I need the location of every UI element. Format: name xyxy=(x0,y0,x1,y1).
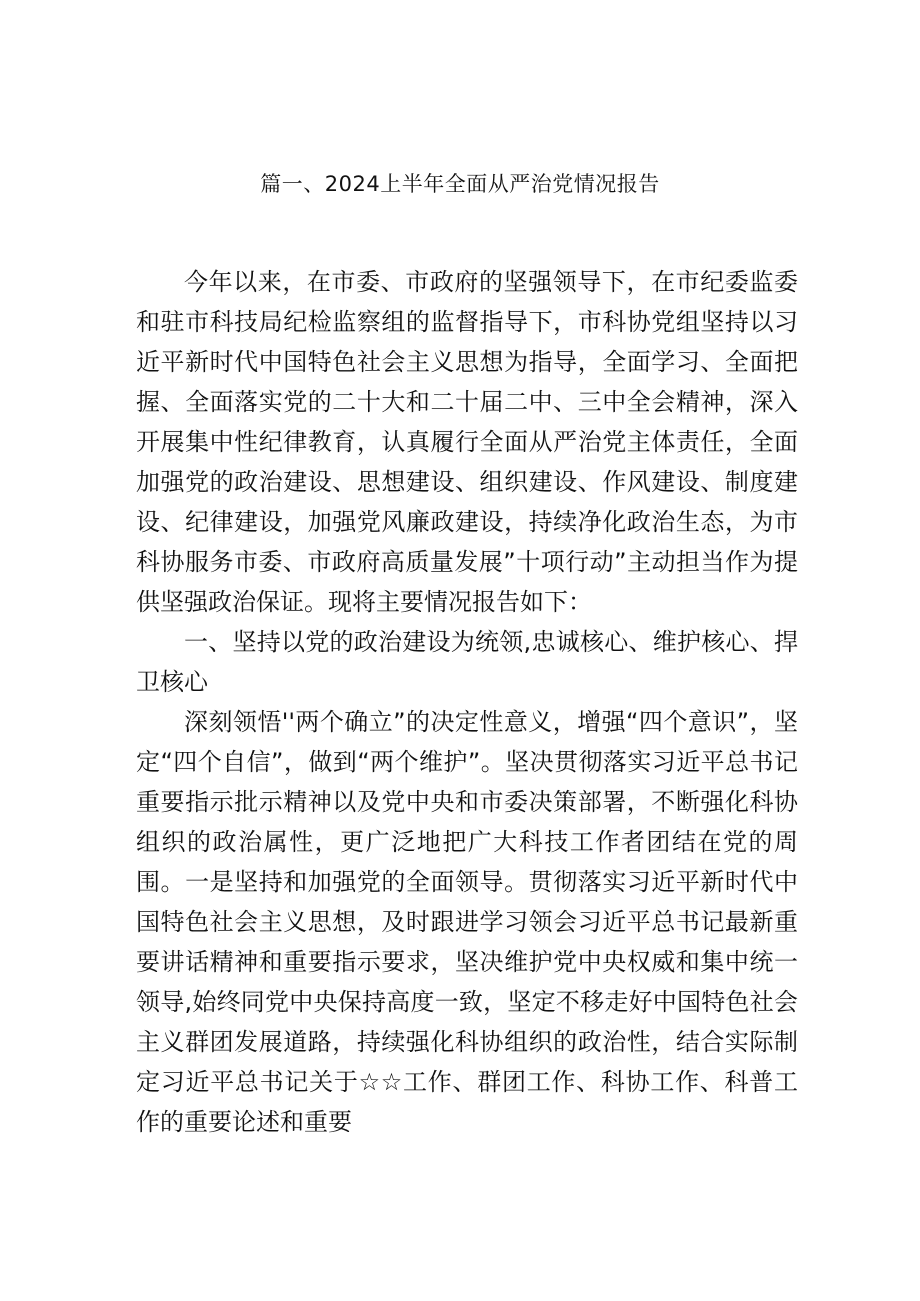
paragraph-section-1: 深刻领悟''两个确立”的决定性意义，增强“四个意识”，坚定“四个自信”，做到“两个维护”。坚决贯彻落实习近平总书记重要指示批示精神以及党中央和市委决策部署，不断强化科协组织的政治属性，更广泛地把广大科技工作者团结在党的周围。一是坚持和加强党的全面领导。贯彻落实习近平新时代中国特色社会主义思想，及时跟进学习领会习近平总书记最新重要讲话精神和重要指示要求，坚决维护党中央权威和集中统一领导,始终同党中央保持高度一致，坚定不移走好中国特色社会主义群团发展道路，持续强化科协组织的政治性，结合实际制定习近平总书记关于☆☆工作、群团工作、科协工作、科普工作的重要论述和重要 xyxy=(136,708,798,1136)
section-heading-1: 一、坚持以党的政治建设为统领,忠诚核心、维护核心、捍卫核心 xyxy=(136,628,798,696)
document-body xyxy=(136,262,798,1142)
document-title: 篇一、2024上半年全面从严治党情况报告 xyxy=(260,172,660,196)
paragraph-intro: 今年以来，在市委、市政府的坚强领导下，在市纪委监委和驻市科技局纪检监察组的监督指导下，市科协党组坚持以习近平新时代中国特色社会主义思想为指导，全面学习、全面把握、全面落实党的二十大和二十届二中、三中全会精神，深入开展集中性纪律教育，认真履行全面从严治党主体责任，全面加强党的政治建设、思想建设、组织建设、作风建设、制度建设、纪律建设，加强党风廉政建设，持续净化政治生态，为市科协服务市委、市政府高质量发展”十项行动”主动担当作为提供坚强政治保证。现将主要情况报告如下： xyxy=(136,268,798,616)
